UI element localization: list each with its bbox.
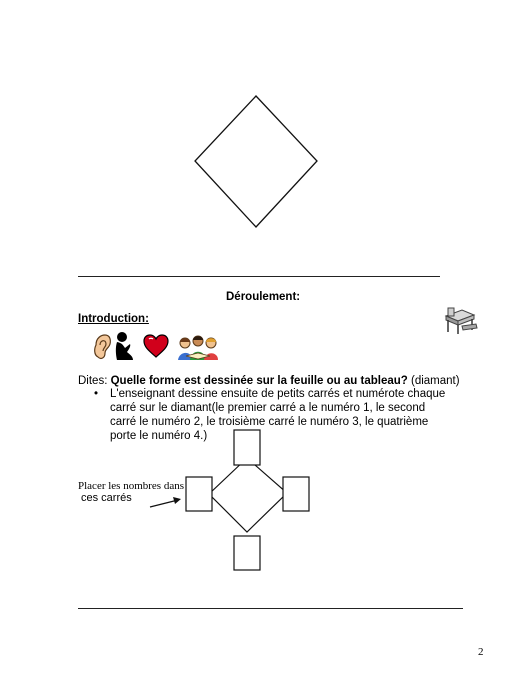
square-top xyxy=(234,430,260,465)
instruction-item: • L'enseignant dessine ensuite de petits carrés et numérote chaque carré sur le diamant(le premier carré a le numéro 1, le second carré le numéro 2, le troisième carré le numéro 3, le quatrième porte le numéro 4.) xyxy=(91,387,451,443)
note-line-1: Placer les nombres dans xyxy=(78,480,184,492)
question-text: Quelle forme est dessinée sur la feuille ou au tableau? xyxy=(110,375,408,387)
intro-label: Introduction: xyxy=(78,313,149,325)
square-right xyxy=(283,477,309,511)
square-left xyxy=(186,477,212,511)
pointer-arrow xyxy=(150,500,178,507)
square-bottom xyxy=(234,536,260,570)
dites-label: Dites: xyxy=(78,375,108,387)
section-title: Déroulement: xyxy=(226,291,301,303)
page-number: 2 xyxy=(478,646,484,658)
note-line-2: ces carrés xyxy=(81,492,132,504)
bottom-divider xyxy=(78,608,463,609)
answer-text: (diamant) xyxy=(411,375,460,387)
